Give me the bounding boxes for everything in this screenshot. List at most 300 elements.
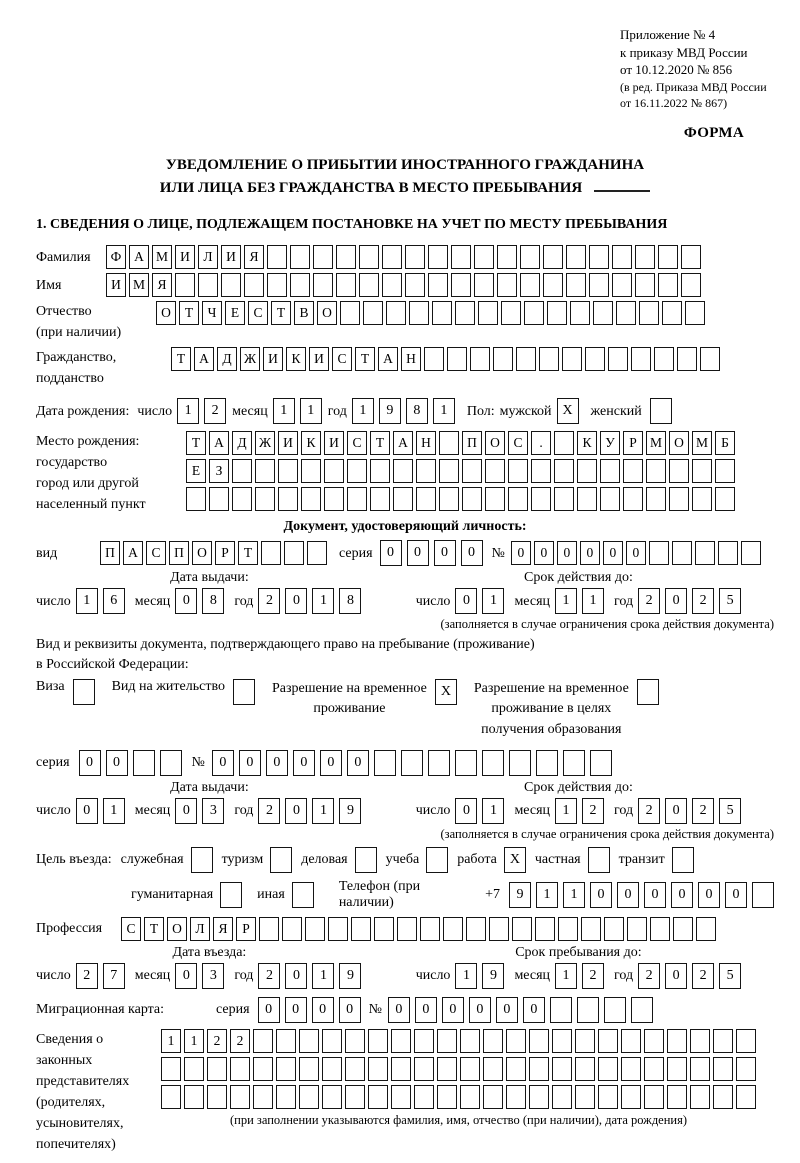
cell[interactable] <box>299 1057 319 1081</box>
cell[interactable]: З <box>209 459 229 483</box>
cell[interactable] <box>363 301 383 325</box>
cell[interactable] <box>439 487 459 511</box>
cell[interactable]: 7 <box>103 963 125 989</box>
cell[interactable] <box>368 1057 388 1081</box>
cell[interactable] <box>184 1085 204 1109</box>
issue-year-field[interactable] <box>258 588 361 614</box>
cell[interactable]: Т <box>271 301 291 325</box>
patronymic-field[interactable] <box>156 301 705 325</box>
cell[interactable] <box>483 1085 503 1109</box>
cell[interactable] <box>370 487 390 511</box>
cell[interactable] <box>161 1085 181 1109</box>
cell[interactable]: О <box>669 431 689 455</box>
cell[interactable]: Е <box>186 459 206 483</box>
cell[interactable] <box>667 1057 687 1081</box>
cell[interactable] <box>644 1029 664 1053</box>
cell[interactable] <box>539 347 559 371</box>
cell[interactable]: 0 <box>285 588 307 614</box>
cell[interactable]: 6 <box>103 588 125 614</box>
cell[interactable]: 0 <box>442 997 464 1023</box>
cell[interactable] <box>690 1057 710 1081</box>
cell[interactable]: П <box>462 431 482 455</box>
cell[interactable] <box>600 459 620 483</box>
cell[interactable] <box>554 459 574 483</box>
cell[interactable] <box>529 1057 549 1081</box>
cell[interactable] <box>175 273 195 297</box>
cell[interactable] <box>460 1085 480 1109</box>
cell[interactable]: 0 <box>339 997 361 1023</box>
cell[interactable]: 0 <box>212 750 234 776</box>
cell[interactable] <box>589 273 609 297</box>
expiry-month-field[interactable] <box>555 588 604 614</box>
cell[interactable] <box>685 301 705 325</box>
cell[interactable] <box>598 1085 618 1109</box>
cell[interactable] <box>673 917 693 941</box>
cell[interactable] <box>585 347 605 371</box>
cell[interactable] <box>397 917 417 941</box>
cell[interactable]: 1 <box>536 882 558 908</box>
cell[interactable]: 0 <box>590 882 612 908</box>
cell[interactable] <box>690 1085 710 1109</box>
cell[interactable]: А <box>378 347 398 371</box>
cell[interactable]: О <box>192 541 212 565</box>
cell[interactable] <box>253 1029 273 1053</box>
cell[interactable] <box>639 301 659 325</box>
cell[interactable] <box>589 245 609 269</box>
cell[interactable] <box>621 1029 641 1053</box>
surname-field[interactable] <box>106 245 701 269</box>
name-field[interactable] <box>106 273 701 297</box>
cell[interactable] <box>460 1029 480 1053</box>
cell[interactable]: 0 <box>388 997 410 1023</box>
cell[interactable]: 8 <box>406 398 428 424</box>
cell[interactable]: 0 <box>79 750 101 776</box>
cell[interactable] <box>340 301 360 325</box>
cell[interactable]: С <box>347 431 367 455</box>
cell[interactable]: Н <box>416 431 436 455</box>
cell[interactable] <box>566 245 586 269</box>
cell[interactable] <box>290 245 310 269</box>
cell[interactable]: 1 <box>555 798 577 824</box>
cell[interactable] <box>276 1057 296 1081</box>
cell[interactable]: 0 <box>175 588 197 614</box>
cell[interactable]: 0 <box>239 750 261 776</box>
cell[interactable] <box>493 347 513 371</box>
cell[interactable] <box>462 487 482 511</box>
cell[interactable]: 2 <box>76 963 98 989</box>
cell[interactable]: 2 <box>638 963 660 989</box>
cell[interactable] <box>520 273 540 297</box>
cell[interactable] <box>554 487 574 511</box>
cell[interactable]: М <box>692 431 712 455</box>
residence-issue-month-field[interactable] <box>175 798 224 824</box>
cell[interactable] <box>401 750 423 776</box>
cell[interactable] <box>328 917 348 941</box>
cell[interactable]: 0 <box>175 963 197 989</box>
cell[interactable] <box>506 1029 526 1053</box>
cell[interactable] <box>741 541 761 565</box>
cell[interactable] <box>432 301 452 325</box>
cell[interactable] <box>253 1085 273 1109</box>
cell[interactable]: 0 <box>617 882 639 908</box>
cell[interactable] <box>700 347 720 371</box>
cell[interactable] <box>439 459 459 483</box>
cell[interactable] <box>536 750 558 776</box>
cell[interactable] <box>696 917 716 941</box>
residence-expiry-year-field[interactable] <box>638 798 741 824</box>
cell[interactable]: И <box>175 245 195 269</box>
cell[interactable] <box>313 245 333 269</box>
cell[interactable] <box>529 1029 549 1053</box>
cell[interactable] <box>447 347 467 371</box>
issue-month-field[interactable] <box>175 588 224 614</box>
cell[interactable] <box>451 245 471 269</box>
cell[interactable]: И <box>263 347 283 371</box>
cell[interactable] <box>715 487 735 511</box>
cell[interactable] <box>608 347 628 371</box>
male-checkbox[interactable]: X <box>557 398 579 424</box>
cell[interactable] <box>550 997 572 1023</box>
cell[interactable] <box>393 487 413 511</box>
cell[interactable] <box>345 1085 365 1109</box>
cell[interactable]: 0 <box>644 882 666 908</box>
cell[interactable] <box>393 459 413 483</box>
cell[interactable] <box>470 347 490 371</box>
representatives-field-row-2[interactable] <box>161 1057 756 1081</box>
cell[interactable] <box>677 347 697 371</box>
cell[interactable] <box>497 245 517 269</box>
cell[interactable] <box>209 487 229 511</box>
entry-year-field[interactable] <box>258 963 361 989</box>
cell[interactable]: Т <box>355 347 375 371</box>
cell[interactable] <box>437 1085 457 1109</box>
cell[interactable] <box>278 487 298 511</box>
representatives-field-row-1[interactable] <box>161 1029 756 1053</box>
cell[interactable] <box>506 1057 526 1081</box>
cell[interactable] <box>428 273 448 297</box>
cell[interactable] <box>391 1029 411 1053</box>
purpose-work-checkbox[interactable]: X <box>504 847 526 873</box>
cell[interactable]: 1 <box>482 588 504 614</box>
cell[interactable] <box>276 1029 296 1053</box>
cell[interactable]: 0 <box>469 997 491 1023</box>
cell[interactable] <box>301 459 321 483</box>
cell[interactable] <box>483 1029 503 1053</box>
cell[interactable]: Д <box>217 347 237 371</box>
cell[interactable] <box>255 487 275 511</box>
cell[interactable] <box>506 1085 526 1109</box>
residence-number-field[interactable] <box>212 750 612 776</box>
cell[interactable]: В <box>294 301 314 325</box>
cell[interactable]: 0 <box>698 882 720 908</box>
edu-residence-checkbox[interactable] <box>637 679 659 705</box>
cell[interactable]: 5 <box>719 963 741 989</box>
cell[interactable]: Я <box>213 917 233 941</box>
cell[interactable] <box>160 750 182 776</box>
cell[interactable] <box>552 1057 572 1081</box>
cell[interactable]: А <box>194 347 214 371</box>
cell[interactable]: 1 <box>555 588 577 614</box>
cell[interactable] <box>424 347 444 371</box>
cell[interactable]: Ж <box>240 347 260 371</box>
cell[interactable]: 0 <box>434 540 456 566</box>
purpose-tourism-checkbox[interactable] <box>270 847 292 873</box>
birth-year-field[interactable] <box>352 398 455 424</box>
purpose-official-checkbox[interactable] <box>191 847 213 873</box>
cell[interactable] <box>508 459 528 483</box>
cell[interactable]: А <box>129 245 149 269</box>
cell[interactable] <box>612 245 632 269</box>
cell[interactable]: . <box>531 431 551 455</box>
cell[interactable]: К <box>577 431 597 455</box>
cell[interactable]: 1 <box>184 1029 204 1053</box>
cell[interactable]: 0 <box>407 540 429 566</box>
cell[interactable] <box>577 487 597 511</box>
cell[interactable]: О <box>167 917 187 941</box>
cell[interactable] <box>512 917 532 941</box>
cell[interactable] <box>482 750 504 776</box>
cell[interactable] <box>255 459 275 483</box>
cell[interactable]: 1 <box>312 963 334 989</box>
cell[interactable]: 8 <box>202 588 224 614</box>
cell[interactable]: А <box>209 431 229 455</box>
doc-series-field[interactable] <box>380 540 483 566</box>
cell[interactable] <box>322 1029 342 1053</box>
cell[interactable]: 9 <box>339 798 361 824</box>
cell[interactable] <box>600 487 620 511</box>
cell[interactable] <box>347 459 367 483</box>
cell[interactable]: 0 <box>455 588 477 614</box>
cell[interactable]: К <box>301 431 321 455</box>
cell[interactable]: 3 <box>202 798 224 824</box>
cell[interactable]: Я <box>244 245 264 269</box>
cell[interactable] <box>577 997 599 1023</box>
cell[interactable] <box>462 459 482 483</box>
cell[interactable] <box>570 301 590 325</box>
cell[interactable] <box>232 487 252 511</box>
cell[interactable]: 2 <box>692 798 714 824</box>
cell[interactable]: Т <box>179 301 199 325</box>
cell[interactable] <box>483 1057 503 1081</box>
cell[interactable]: М <box>152 245 172 269</box>
birthplace-field-row-3[interactable] <box>186 487 735 511</box>
cell[interactable] <box>374 917 394 941</box>
cell[interactable] <box>267 273 287 297</box>
cell[interactable] <box>649 541 669 565</box>
cell[interactable]: 2 <box>692 588 714 614</box>
cell[interactable] <box>581 917 601 941</box>
cell[interactable] <box>244 273 264 297</box>
entry-day-field[interactable] <box>76 963 125 989</box>
cell[interactable] <box>305 917 325 941</box>
cell[interactable] <box>692 459 712 483</box>
cell[interactable] <box>382 245 402 269</box>
cell[interactable] <box>646 459 666 483</box>
cell[interactable]: И <box>309 347 329 371</box>
cell[interactable] <box>562 347 582 371</box>
cell[interactable] <box>299 1085 319 1109</box>
cell[interactable] <box>654 347 674 371</box>
cell[interactable] <box>593 301 613 325</box>
cell[interactable] <box>313 273 333 297</box>
cell[interactable] <box>646 487 666 511</box>
cell[interactable] <box>414 1057 434 1081</box>
cell[interactable]: 0 <box>175 798 197 824</box>
cell[interactable]: 1 <box>555 963 577 989</box>
cell[interactable] <box>575 1029 595 1053</box>
issue-day-field[interactable] <box>76 588 125 614</box>
cell[interactable] <box>386 301 406 325</box>
cell[interactable] <box>370 459 390 483</box>
cell[interactable] <box>322 1085 342 1109</box>
cell[interactable] <box>230 1085 250 1109</box>
cell[interactable]: 1 <box>312 588 334 614</box>
cell[interactable] <box>420 917 440 941</box>
cell[interactable] <box>672 541 692 565</box>
cell[interactable] <box>409 301 429 325</box>
cell[interactable] <box>347 487 367 511</box>
cell[interactable] <box>414 1029 434 1053</box>
cell[interactable]: О <box>156 301 176 325</box>
purpose-business-checkbox[interactable] <box>355 847 377 873</box>
cell[interactable]: М <box>129 273 149 297</box>
cell[interactable] <box>612 273 632 297</box>
cell[interactable] <box>658 245 678 269</box>
stay-year-field[interactable] <box>638 963 741 989</box>
cell[interactable] <box>259 917 279 941</box>
cell[interactable] <box>598 1057 618 1081</box>
cell[interactable] <box>631 997 653 1023</box>
cell[interactable] <box>524 301 544 325</box>
cell[interactable]: С <box>248 301 268 325</box>
cell[interactable] <box>414 1085 434 1109</box>
cell[interactable]: С <box>121 917 141 941</box>
cell[interactable] <box>428 245 448 269</box>
cell[interactable]: Р <box>236 917 256 941</box>
cell[interactable] <box>186 487 206 511</box>
cell[interactable]: 2 <box>582 963 604 989</box>
cell[interactable] <box>485 487 505 511</box>
cell[interactable] <box>575 1085 595 1109</box>
cell[interactable] <box>577 459 597 483</box>
cell[interactable] <box>736 1085 756 1109</box>
cell[interactable]: 0 <box>725 882 747 908</box>
cell[interactable] <box>658 273 678 297</box>
cell[interactable] <box>184 1057 204 1081</box>
cell[interactable] <box>616 301 636 325</box>
cell[interactable]: Л <box>190 917 210 941</box>
cell[interactable] <box>547 301 567 325</box>
cell[interactable]: И <box>324 431 344 455</box>
cell[interactable]: 0 <box>455 798 477 824</box>
citizenship-field[interactable] <box>171 347 720 371</box>
cell[interactable]: У <box>600 431 620 455</box>
cell[interactable] <box>627 917 647 941</box>
cell[interactable] <box>535 917 555 941</box>
cell[interactable] <box>437 1057 457 1081</box>
cell[interactable] <box>368 1085 388 1109</box>
cell[interactable]: Т <box>238 541 258 565</box>
cell[interactable]: Р <box>215 541 235 565</box>
cell[interactable] <box>359 273 379 297</box>
cell[interactable] <box>531 487 551 511</box>
cell[interactable] <box>543 245 563 269</box>
cell[interactable]: 0 <box>76 798 98 824</box>
cell[interactable]: 9 <box>509 882 531 908</box>
cell[interactable]: 0 <box>347 750 369 776</box>
cell[interactable]: 0 <box>626 541 646 565</box>
cell[interactable] <box>485 459 505 483</box>
cell[interactable]: 2 <box>258 588 280 614</box>
cell[interactable]: Д <box>232 431 252 455</box>
cell[interactable] <box>635 273 655 297</box>
cell[interactable]: 0 <box>285 963 307 989</box>
cell[interactable] <box>466 917 486 941</box>
cell[interactable] <box>374 750 396 776</box>
cell[interactable]: 1 <box>103 798 125 824</box>
cell[interactable]: Р <box>623 431 643 455</box>
cell[interactable] <box>554 431 574 455</box>
cell[interactable]: М <box>646 431 666 455</box>
cell[interactable] <box>301 487 321 511</box>
cell[interactable] <box>552 1085 572 1109</box>
cell[interactable]: 9 <box>379 398 401 424</box>
birthplace-field-row-2[interactable] <box>186 459 735 483</box>
cell[interactable] <box>253 1057 273 1081</box>
cell[interactable]: 2 <box>638 798 660 824</box>
cell[interactable] <box>509 750 531 776</box>
cell[interactable] <box>501 301 521 325</box>
expiry-year-field[interactable] <box>638 588 741 614</box>
cell[interactable] <box>276 1085 296 1109</box>
cell[interactable]: 0 <box>671 882 693 908</box>
cell[interactable]: 0 <box>580 541 600 565</box>
cell[interactable]: 2 <box>638 588 660 614</box>
cell[interactable] <box>598 1029 618 1053</box>
cell[interactable] <box>307 541 327 565</box>
cell[interactable]: Т <box>370 431 390 455</box>
cell[interactable]: И <box>221 245 241 269</box>
cell[interactable]: 9 <box>339 963 361 989</box>
cell[interactable] <box>359 245 379 269</box>
cell[interactable]: 0 <box>285 798 307 824</box>
cell[interactable] <box>497 273 517 297</box>
cell[interactable] <box>644 1057 664 1081</box>
cell[interactable] <box>382 273 402 297</box>
cell[interactable] <box>345 1029 365 1053</box>
cell[interactable] <box>133 750 155 776</box>
birth-day-field[interactable] <box>177 398 226 424</box>
cell[interactable]: Ч <box>202 301 222 325</box>
cell[interactable]: 0 <box>534 541 554 565</box>
cell[interactable] <box>590 750 612 776</box>
cell[interactable] <box>662 301 682 325</box>
cell[interactable]: Б <box>715 431 735 455</box>
cell[interactable] <box>516 347 536 371</box>
cell[interactable]: 0 <box>380 540 402 566</box>
cell[interactable]: 0 <box>415 997 437 1023</box>
cell[interactable]: 0 <box>665 798 687 824</box>
cell[interactable] <box>715 459 735 483</box>
cell[interactable] <box>207 1057 227 1081</box>
cell[interactable] <box>221 273 241 297</box>
cell[interactable] <box>416 459 436 483</box>
cell[interactable] <box>718 541 738 565</box>
cell[interactable] <box>650 917 670 941</box>
cell[interactable] <box>621 1085 641 1109</box>
cell[interactable] <box>681 273 701 297</box>
purpose-other-checkbox[interactable] <box>292 882 314 908</box>
